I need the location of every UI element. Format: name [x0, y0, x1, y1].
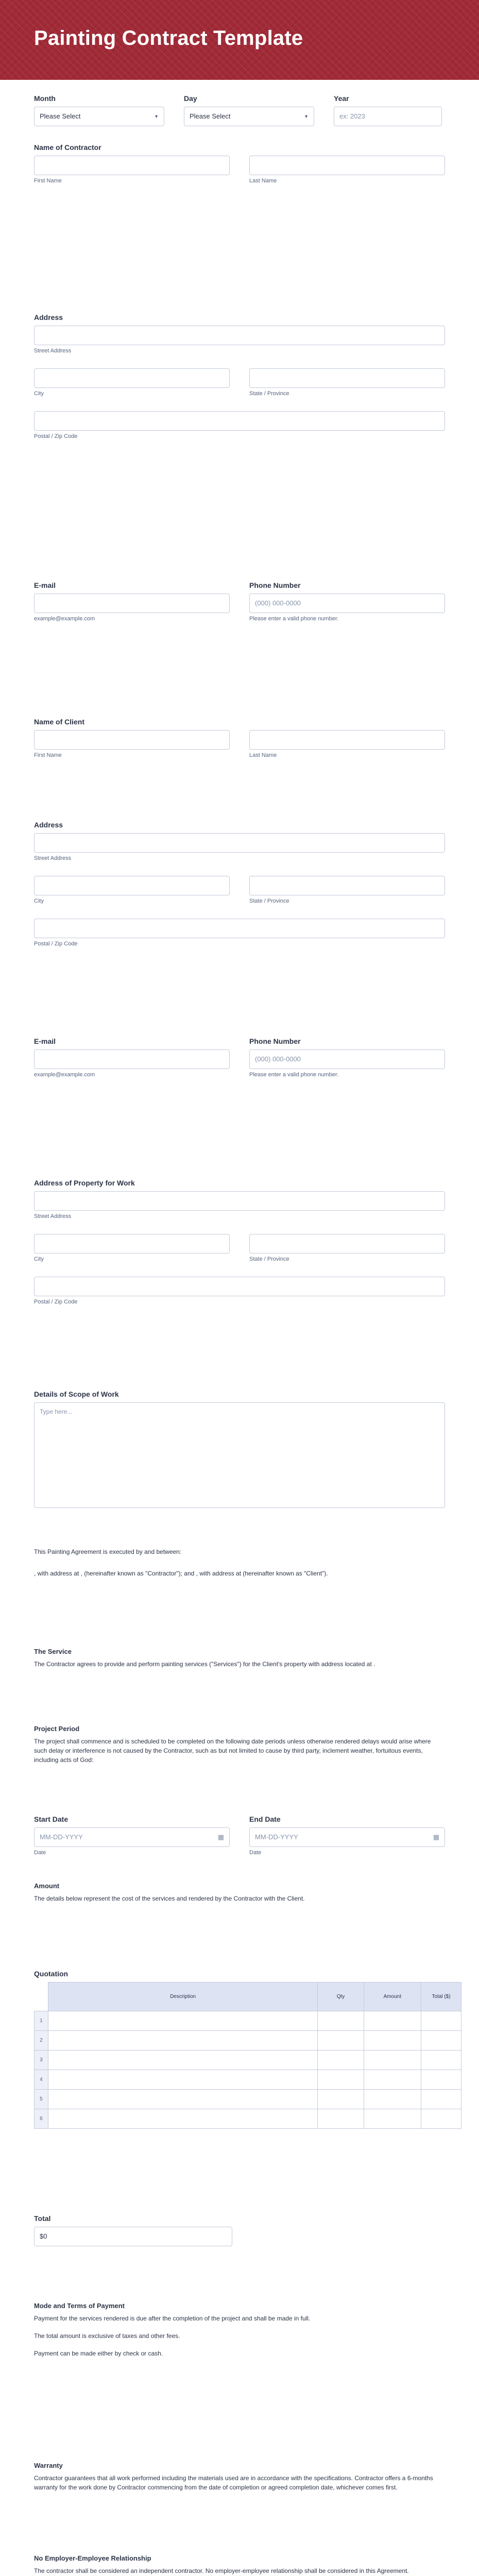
client-address-block: [34, 821, 445, 1037]
city-sublabel: City: [34, 1256, 44, 1262]
contractor-first-name-input[interactable]: [34, 156, 230, 175]
client-street-input[interactable]: [34, 833, 445, 853]
amount-block: [34, 1882, 445, 1970]
total-label: Total: [34, 2214, 51, 2223]
quotation-cell-total[interactable]: [421, 2050, 461, 2070]
client-first-name-input[interactable]: [34, 730, 230, 750]
postal-sublabel: Postal / Zip Code: [34, 1299, 78, 1305]
contractor-contact-row: [34, 581, 445, 718]
quotation-header-total: Total ($): [421, 1982, 461, 2011]
amount-title: Amount: [34, 1882, 60, 1890]
day-label: Day: [184, 94, 197, 103]
quotation-cell-amount[interactable]: [364, 2109, 421, 2129]
email-example: example@example.com: [34, 1072, 95, 1078]
total-block: [34, 2214, 445, 2302]
agreement-intro-p2: , with address at , (hereinafter known as "Contractor"); and , with address at (hereinafter known as "Client").: [34, 1570, 328, 1577]
contractor-address-label: Address: [34, 313, 63, 321]
client-name-block: [34, 718, 445, 821]
contractor-name-block: [34, 143, 445, 313]
quotation-cell-total[interactable]: [421, 2070, 461, 2090]
client-phone-input[interactable]: (000) 000-0000: [249, 1049, 445, 1069]
service-title: The Service: [34, 1648, 72, 1655]
quotation-cell-description[interactable]: [48, 2031, 318, 2050]
city-sublabel: City: [34, 898, 44, 904]
quotation-row-number: 6: [35, 2109, 48, 2129]
contractor-email-label: E-mail: [34, 581, 56, 589]
quotation-row: [35, 2109, 461, 2129]
quotation-row-number: 3: [35, 2050, 48, 2070]
contractor-city-input[interactable]: [34, 368, 230, 388]
quotation-cell-amount[interactable]: [364, 2031, 421, 2050]
form-header: [0, 0, 479, 80]
quotation-cell-total[interactable]: [421, 2090, 461, 2109]
date-sublabel: Date: [249, 1850, 262, 1856]
date-row: [34, 94, 445, 143]
state-sublabel: State / Province: [249, 1256, 289, 1262]
start-date-label: Start Date: [34, 1815, 69, 1823]
quotation-row: [35, 2011, 461, 2031]
quotation-table: [34, 1982, 461, 2129]
property-city-input[interactable]: [34, 1234, 230, 1253]
quotation-corner: [35, 1982, 48, 2011]
quotation-header-amount: Amount: [364, 1982, 421, 2011]
quotation-cell-amount[interactable]: [364, 2090, 421, 2109]
client-address-label: Address: [34, 821, 63, 829]
end-date-input[interactable]: MM-DD-YYYY ▦: [249, 1827, 445, 1847]
client-email-label: E-mail: [34, 1037, 56, 1045]
street-sublabel: Street Address: [34, 348, 72, 354]
quotation-label: Quotation: [34, 1970, 69, 1978]
dates-row: [34, 1815, 445, 1882]
quotation-row: [35, 2090, 461, 2109]
city-sublabel: City: [34, 391, 44, 397]
contractor-last-name-input[interactable]: [249, 156, 445, 175]
phone-hint: Please enter a valid phone number.: [249, 616, 339, 622]
quotation-block: [34, 1970, 451, 2214]
client-last-name-input[interactable]: [249, 730, 445, 750]
date-sublabel: Date: [34, 1850, 46, 1856]
property-postal-input[interactable]: [34, 1277, 445, 1296]
quotation-cell-description[interactable]: [48, 2090, 318, 2109]
payment-p3: Payment can be made either by check or cash.: [34, 2350, 163, 2357]
property-address-label: Address of Property for Work: [34, 1179, 135, 1187]
project-period-block: [34, 1725, 445, 1815]
warranty-text: Contractor guarantees that all work performed including the materials used are in accordance with the specifications. Contractor offers a 6-months warranty for the work done by Contractor commencing from the date of completion or agreed completion date, whichever comes first.: [34, 2475, 433, 2491]
quotation-row-number: 2: [35, 2031, 48, 2050]
agreement-intro-p1: This Painting Agreement is executed by and between:: [34, 1548, 182, 1555]
form-title: Painting Contract Template: [34, 27, 303, 49]
quotation-cell-amount[interactable]: [364, 2070, 421, 2090]
quotation-cell-description[interactable]: [48, 2050, 318, 2070]
quotation-row-number: 4: [35, 2070, 48, 2090]
month-select[interactable]: Please Select ▼: [34, 107, 164, 126]
property-street-input[interactable]: [34, 1191, 445, 1211]
street-sublabel: Street Address: [34, 1213, 72, 1219]
payment-p2: The total amount is exclusive of taxes and other fees.: [34, 2332, 180, 2340]
last-name-sublabel: Last Name: [249, 752, 277, 758]
quotation-cell-total[interactable]: [421, 2011, 461, 2031]
year-input[interactable]: ex: 2023: [334, 107, 442, 126]
total-input[interactable]: $0: [34, 2227, 232, 2246]
quotation-cell-qty[interactable]: [318, 2070, 364, 2090]
first-name-sublabel: First Name: [34, 178, 62, 184]
contractor-street-input[interactable]: [34, 326, 445, 345]
contractor-address-block: [34, 313, 445, 581]
quotation-cell-total[interactable]: [421, 2031, 461, 2050]
start-date-input[interactable]: MM-DD-YYYY ▦: [34, 1827, 230, 1847]
contractor-email-input[interactable]: [34, 594, 230, 613]
amount-text: The details below represent the cost of the services and rendered by the Contractor with the Client.: [34, 1895, 305, 1902]
state-sublabel: State / Province: [249, 391, 289, 397]
service-block: [34, 1648, 445, 1725]
quotation-cell-qty[interactable]: [318, 2109, 364, 2129]
quotation-row-number: 5: [35, 2090, 48, 2109]
last-name-sublabel: Last Name: [249, 178, 277, 184]
street-sublabel: Street Address: [34, 855, 72, 861]
quotation-header-description: Description: [48, 1982, 318, 2011]
quotation-cell-qty[interactable]: [318, 2031, 364, 2050]
quotation-cell-qty[interactable]: [318, 2011, 364, 2031]
client-state-input[interactable]: [249, 876, 445, 895]
no-employer-text: The contractor shall be considered an independent contractor. No employer-employee relationship shall be considered in this Agreement.: [34, 2567, 409, 2574]
quotation-cell-description[interactable]: [48, 2070, 318, 2090]
year-label: Year: [334, 94, 349, 103]
quotation-cell-description[interactable]: [48, 2109, 318, 2129]
quotation-row: [35, 2031, 461, 2050]
quotation-cell-amount[interactable]: [364, 2011, 421, 2031]
quotation-cell-description[interactable]: [48, 2011, 318, 2031]
quotation-cell-total[interactable]: [421, 2109, 461, 2129]
project-period-text: The project shall commence and is scheduled to be completed on the following date periods unless otherwise rendered delays would arise where such delay or interference is not caused by the Contractor, such as but not limited to cause by third party, inclement weather, fortuitous events, including acts of God:: [34, 1738, 431, 1764]
scope-label: Details of Scope of Work: [34, 1390, 119, 1398]
warranty-block: [34, 2462, 445, 2554]
project-period-title: Project Period: [34, 1725, 80, 1733]
service-text: The Contractor agrees to provide and perform painting services ("Services") for the Client's property with address located at .: [34, 1660, 375, 1668]
phone-hint: Please enter a valid phone number.: [249, 1072, 339, 1078]
quotation-cell-amount[interactable]: [364, 2050, 421, 2070]
payment-block: [34, 2302, 445, 2462]
client-contact-row: [34, 1037, 445, 1179]
client-city-input[interactable]: [34, 876, 230, 895]
agreement-intro: [34, 1547, 445, 1648]
client-postal-input[interactable]: [34, 919, 445, 938]
quotation-cell-qty[interactable]: [318, 2050, 364, 2070]
quotation-cell-qty[interactable]: [318, 2090, 364, 2109]
day-select[interactable]: Please Select ▼: [184, 107, 314, 126]
no-employer-title: No Employer-Employee Relationship: [34, 2554, 151, 2562]
contractor-phone-label: Phone Number: [249, 581, 301, 589]
property-address-block: [34, 1179, 445, 1390]
no-employer-block: [34, 2554, 445, 2576]
month-label: Month: [34, 94, 56, 103]
end-date-label: End Date: [249, 1815, 281, 1823]
contractor-postal-input[interactable]: [34, 411, 445, 431]
email-example: example@example.com: [34, 616, 95, 622]
contractor-name-label: Name of Contractor: [34, 143, 101, 151]
form-content: [0, 80, 479, 2576]
warranty-title: Warranty: [34, 2462, 63, 2469]
quotation-row: [35, 2070, 461, 2090]
contractor-state-input[interactable]: [249, 368, 445, 388]
quotation-row-number: 1: [35, 2011, 48, 2031]
scope-block: [34, 1390, 445, 1547]
postal-sublabel: Postal / Zip Code: [34, 941, 78, 947]
chevron-down-icon: ▼: [154, 114, 159, 119]
client-phone-label: Phone Number: [249, 1037, 301, 1045]
client-email-input[interactable]: [34, 1049, 230, 1069]
state-sublabel: State / Province: [249, 898, 289, 904]
first-name-sublabel: First Name: [34, 752, 62, 758]
payment-p1: Payment for the services rendered is due after the completion of the project and shall be made in full.: [34, 2315, 311, 2322]
scope-textarea[interactable]: Type here...: [34, 1402, 445, 1508]
calendar-icon[interactable]: ▦: [217, 1833, 224, 1841]
postal-sublabel: Postal / Zip Code: [34, 433, 78, 439]
quotation-row: [35, 2050, 461, 2070]
payment-title: Mode and Terms of Payment: [34, 2302, 125, 2310]
contractor-phone-input[interactable]: (000) 000-0000: [249, 594, 445, 613]
property-state-input[interactable]: [249, 1234, 445, 1253]
client-name-label: Name of Client: [34, 718, 85, 726]
quotation-header-qty: Qty: [318, 1982, 364, 2011]
calendar-icon[interactable]: ▦: [433, 1833, 439, 1841]
chevron-down-icon: ▼: [304, 114, 309, 119]
